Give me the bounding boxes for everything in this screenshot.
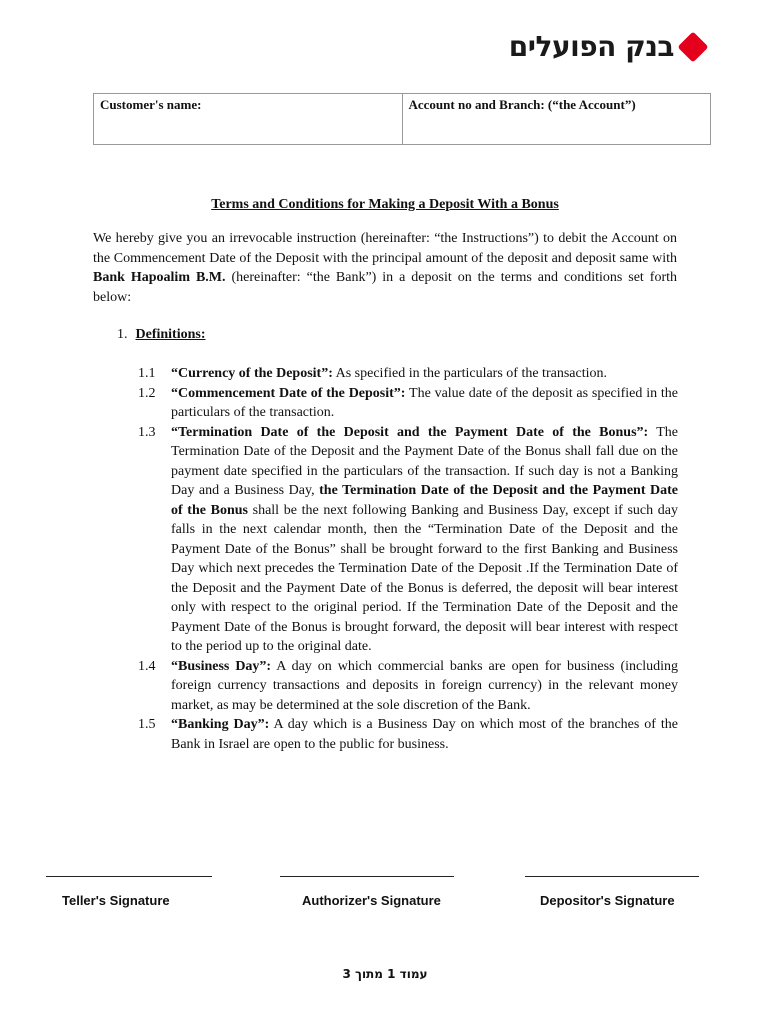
item-term: “Banking Day”: <box>171 717 270 732</box>
definition-item <box>138 384 678 423</box>
item-term: “Commencement Date of the Deposit”: <box>171 385 406 401</box>
page-number: עמוד 1 מתוך 3 <box>342 967 428 981</box>
item-bold-phrase: the Termination Date of the Deposit and the Payment Date of the Bonus <box>171 483 678 518</box>
item-number: 1.1 <box>138 366 156 381</box>
bank-logo <box>509 30 704 63</box>
teller-signature-line[interactable] <box>46 876 212 877</box>
diamond-logo-icon <box>677 31 708 62</box>
intro-text-2: (hereinafter: “the Bank”) in a deposit on the terms and conditions set forth below: <box>93 270 677 305</box>
definitions-list <box>138 364 678 754</box>
section-label: Definitions: <box>135 327 206 342</box>
item-text: The Termination Date of the Deposit and the Payment Date of the Bonus shall fall due on the payment date specified in the particulars of the transaction. If such day is not a Banking Day and a Business Day, <box>171 424 678 498</box>
account-branch-cell[interactable] <box>402 94 711 145</box>
item-number: 1.5 <box>138 717 156 732</box>
item-number: 1.2 <box>138 385 156 401</box>
item-number: 1.3 <box>138 424 156 440</box>
depositor-signature-label: Depositor's Signature <box>540 893 675 908</box>
section-number: 1. <box>117 327 128 342</box>
item-term: “Business Day”: <box>171 658 272 674</box>
item-number: 1.4 <box>138 658 156 674</box>
item-term: “Currency of the Deposit”: <box>171 366 333 381</box>
authorizer-signature-label: Authorizer's Signature <box>302 893 441 908</box>
item-text: As specified in the particulars of the transaction. <box>332 366 607 381</box>
customer-name-label: Customer's name: <box>100 97 202 112</box>
teller-signature-label: Teller's Signature <box>62 893 170 908</box>
customer-account-table <box>93 93 711 145</box>
item-text-continued: shall be the next following Banking and Business Day, except if such day falls in the next calendar month, then the “Termination Date of the Deposit and the Payment Date of the Bonus” shall be brought forward to the first Banking and Business Day which next precedes the Termination Date of the Deposit .If the Termination Date of the Deposit and the Payment Date of the Bonus is deferred, the deposit will bear interest only with respect to the original period. If the Termination Date of the Deposit and the Payment Date of the Bonus is brought forward, the deposit will bear interest with respect to the period up to the original date. <box>171 502 678 654</box>
definition-item <box>138 423 678 657</box>
item-text: A day which is a Business Day on which most of the branches of the Bank in Israel are open to the public for business. <box>171 717 678 752</box>
authorizer-signature-line[interactable] <box>280 876 454 877</box>
bank-logo-text: בנק הפועלים <box>508 30 674 63</box>
intro-bank-name: Bank Hapoalim B.M. <box>93 270 226 285</box>
intro-paragraph <box>93 229 677 307</box>
section-heading <box>117 327 206 343</box>
account-branch-label: Account no and Branch: (“the Account”) <box>408 97 636 112</box>
intro-text-1: We hereby give you an irrevocable instruction (hereinafter: “the Instructions”) to debit the Account on the Commencement Date of the Deposit with the principal amount of the deposit and deposit same with <box>93 231 677 266</box>
customer-name-cell[interactable] <box>94 94 403 145</box>
item-text: A day on which commercial banks are open for business (including foreign currency transactions and deposits in foreign currency) in the relevant money market, as may be determined at the sole discretion of the Bank. <box>171 658 678 713</box>
item-term: “Termination Date of the Deposit and the Payment Date of the Bonus”: <box>171 424 649 440</box>
document-title: Terms and Conditions for Making a Deposit With a Bonus <box>211 197 559 212</box>
definition-item <box>138 657 678 716</box>
definition-item <box>138 715 678 754</box>
item-text: The value date of the deposit as specified in the particulars of the transaction. <box>171 385 678 420</box>
depositor-signature-line[interactable] <box>525 876 699 877</box>
definition-item <box>138 364 678 384</box>
